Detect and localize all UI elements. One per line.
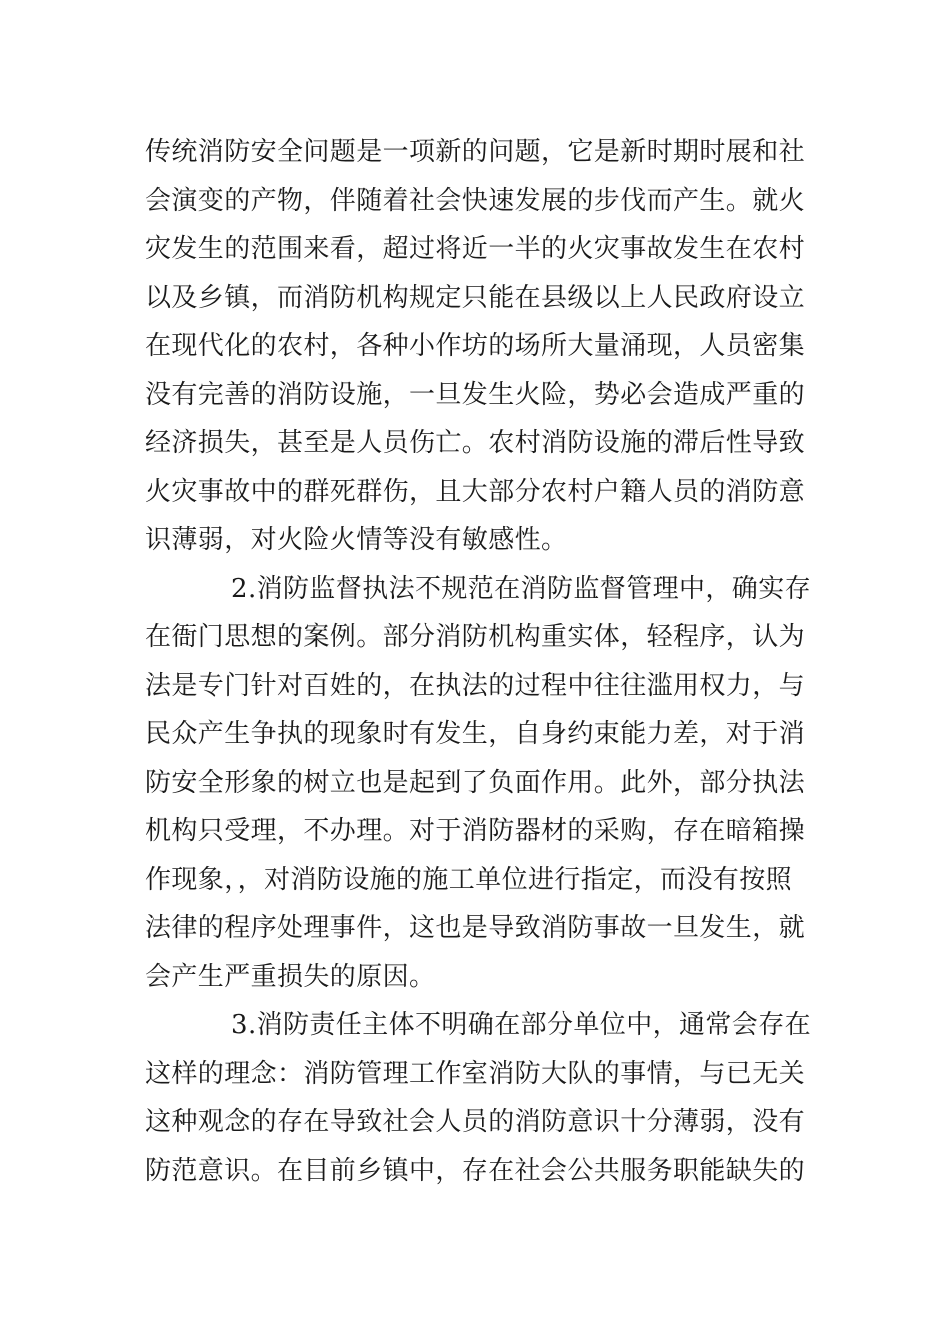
text-line: 2.消防监督执法不规范在消防监督管理中，确实存 bbox=[231, 573, 812, 604]
text-line: 以及乡镇，而消防机构规定只能在县级以上人民政府设立 bbox=[145, 282, 806, 313]
text-line: 会演变的产物，伴随着社会快速发展的步伐而产生。就火 bbox=[145, 185, 806, 216]
text-line: 民众产生争执的现象时有发生，自身约束能力差，对于消 bbox=[145, 719, 806, 749]
paragraph-1 bbox=[145, 128, 810, 565]
text-line: 这样的理念：消防管理工作室消防大队的事情，与已无关 bbox=[145, 1058, 806, 1089]
text-line: 传统消防安全问题是一项新的问题，它是新时期时展和社 bbox=[145, 137, 806, 167]
text-line: 在衙门思想的案例。部分消防机构重实体，轻程序，认为 bbox=[145, 622, 806, 652]
text-line: 这种观念的存在导致社会人员的消防意识十分薄弱，没有 bbox=[145, 1107, 806, 1137]
text-line: 识薄弱，对火险火情等没有敏感性。 bbox=[145, 525, 568, 555]
paragraph-3 bbox=[145, 1001, 810, 1195]
text-line: 机构只受理，不办理。对于消防器材的采购，存在暗箱操 bbox=[145, 816, 806, 846]
text-line: 火灾事故中的群死群伤，且大部分农村户籍人员的消防意 bbox=[145, 476, 806, 507]
text-line: 法律的程序处理事件，这也是导致消防事故一旦发生，就 bbox=[145, 913, 806, 943]
text-line: 没有完善的消防设施，一旦发生火险，势必会造成严重的 bbox=[145, 379, 806, 410]
text-line: 防安全形象的树立也是起到了负面作用。此外，部分执法 bbox=[145, 767, 806, 798]
text-line: 会产生严重损失的原因。 bbox=[145, 961, 436, 992]
paragraph-2 bbox=[145, 565, 810, 1002]
text-line: 3.消防责任主体不明确在部分单位中，通常会存在 bbox=[231, 1010, 812, 1040]
text-line: 经济损失，甚至是人员伤亡。农村消防设施的滞后性导致 bbox=[145, 428, 806, 458]
text-line: 灾发生的范围来看，超过将近一半的火灾事故发生在农村 bbox=[145, 234, 806, 264]
text-line: 防范意识。在目前乡镇中，存在社会公共服务职能缺失的 bbox=[145, 1155, 806, 1186]
text-line: 在现代化的农村，各种小作坊的场所大量涌现，人员密集 bbox=[145, 331, 806, 361]
text-line: 作现象，，对消防设施的施工单位进行指定，而没有按照 bbox=[145, 864, 793, 895]
text-line: 法是专门针对百姓的，在执法的过程中往往滥用权力，与 bbox=[145, 670, 806, 701]
body-text bbox=[145, 128, 810, 1195]
